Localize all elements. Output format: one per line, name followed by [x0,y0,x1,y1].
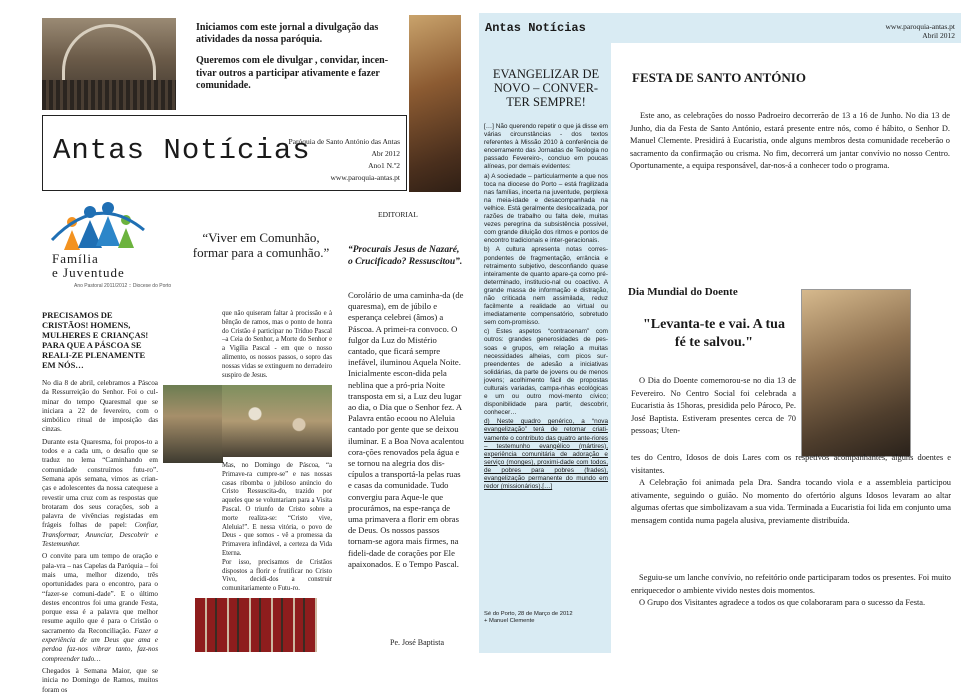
website: www.paroquia-antas.pt [330,173,400,182]
editorial-signature: Pe. José Baptista [390,638,444,647]
article-paragraph: Mas, no Domingo de Páscoa, “a Primave-ra cumpre-se” e nas nossas casas ribomba o jubiloso anúncio do Cristo Ressuscita-do, trazido por aqueles que se voluntariam para a Visita Pascal. O triunfo de Cristo sobre a morte realiza-se: “Cristo vive, Aleluia!”. E nessa vitória, o povo de Deus - que somos - vê a promessa da Primavera infindável, a certeza da Vida Eterna. [222,462,332,557]
article-paragraph: No dia 8 de abril, celebramos a Páscoa da Ressurreição do Senhor. Foi o cul-minar do tempo Quaresmal que se iniciara a 22 de fevereiro, com o simbólico ritual de imposição das cinzas. [42,379,158,434]
procession-photo [163,385,223,463]
signature-name: + Manuel Clemente [484,618,535,624]
dia-doente-quote: "Levanta-te e vai. A tua fé te salvou." [643,317,785,350]
article-paragraph: Por isso, precisamos de Cristãos dispostos a florir e frutificar no Cristo Vivo, decidi-dos a construir comunitariamente o Futu-ro. [222,558,332,593]
dia-doente-title: Dia Mundial do Doente [628,286,738,298]
logo-line-2: e Juventude [52,265,125,280]
editorial-text: Corolário de uma caminha-da (de quaresma), em de júbilo e esperança celebrei (âmos) a Páscoa. A primei-ra convoco. O fulgor da Luz do Mistério cantado, que ficará sempre inefável, iluminou Aquela Noite. Inicialmente escon-dida pela neblina que a pró-pria Noite transposta em si, a Luz deu lugar ao dia, o Dia que o Senhor fez. A Palavra então ecoou no Aleluia cantado por gente que se deixou iluminar. E a Boa Nova acalentou cora-ções renovados pela água e se tornou na alegria dos dis-cípulos a transportá-la pelas ruas e casas da comunidade. Tudo convergiu para Aque-le que procurámos, na espe-rança de uma primavera a florir em obras de Deus. Os nossos passos tornam-se agora mais firmes, na fideli-dade de corações por Ele apaixonados. E o Tempo Pascal. [348,290,464,569]
logo-wordmark [52,252,125,280]
header-meta [886,22,956,40]
intro-text [196,22,396,92]
dia-doente-body [631,452,951,528]
evangelizar-signature [484,611,608,625]
evangelizar-paragraph: […] Não querendo repetir o que já disse em várias circunstâncias - dos textos referentes à Missão 2010 à conferência de encerramento das Jornadas de Teologia no passado Fevereiro-, concluo em poucas alíneas, por demais evidentes: [484,123,608,171]
evangelizar-paragraph: a) A sociedade – particularmente a que nos toca na diocese do Porto – está fragilizada nas famílias, incerta na juventude, perplexa na meia-idade e desacompanhada na velhice. Está geralmente deslocalizada, por razões de trabalho ou falta dele, muitas vezes peregrina da subsistência possível, com grande diluição dos ritmos e pontos de encontro tradicionais e inter-geracionais. [484,172,608,245]
masthead-meta [289,136,400,184]
dia-doente-paragraph: Seguiu-se um lanche convívio, no refeitório onde participaram todos os presentes. Foi muito enriquecedor o ambiente vivido nestes dois momentos. [631,573,951,595]
evangelizar-paragraph: b) A cultura apresenta notas corres-pondentes de fragmentação, errância e retraimento subjetivo, desconfiando quase inteiramente de quanto apare-ça como pré-determinado, institucio-nal ou coactivo. A grande massa de informação e distração, não criticada nem assimilada, reduz facilmente a realidade ao virtual ou imediatamente compensatório, sobretudo sem com-promisso. [484,246,608,327]
right-page [479,13,961,653]
evangelizar-paragraph: d) Neste quadro genérico, a “nova evangelização” terá de retomar criati-vamente o contributo das quatro ante-riores – testemunho evangélico (mártires), experiência comunitária de adoração e serviço (monges), proximi-dade com todos, de pobres para pobres (frades), evangelização permanente do mundo em redor (missionários).[…] [484,418,608,491]
family-figures-icon [52,202,144,250]
saint-painting-photo [409,15,461,192]
church-interior-photo [42,18,176,110]
editorial-label: EDITORIAL [378,210,418,219]
masthead-title: Antas Notícias [53,134,311,167]
logo-line-1: Família [52,251,99,266]
easter-quote: “Procurais Jesus de Nazaré, o Crucificado? Ressuscitou”. [348,245,463,267]
parish-name: Paróquia de Santo António das Antas [288,137,400,146]
header-title: Antas Notícias [485,21,586,35]
santo-antonio-title: FESTA DE SANTO ANTÓNIO [632,70,806,85]
issue-date: Abr 2012 [371,149,400,158]
article-column-1 [42,310,158,698]
evangelizar-paragraph: c) Estes aspetos “contracenam” com outros: grandes generosidades de pes-soas e grupos, em relação a muitas necessidades alheias, com picos sur-preendentes de adesão a iniciativas solidárias, da parte de jovens ou de menos jovens; acolhimento fácil de propostas culturais variadas, campa-nhas ecológicas e um ou outro movi-mento cívico; disponibilidade para partir, descobrir, conhecer… [484,328,608,417]
page-header [479,13,961,43]
logo-subtitle: Ano Pastoral 2011/2012 :: Diocese do Porto [74,283,172,289]
jesus-healing-painting [801,289,911,457]
article-paragraph: Durante esta Quaresma, foi propos-to a todos e a cada um, o desafio que se traduz no lema “Caminhando em comunidade construímos futu-ro”. Semana após semana, vimos as crian-ças e adolescentes da nossa catequese a revestir uma cruz com as respostas que brotaram dos seus corações, sob a palavra de vivências registadas em frágeis folhas de papel: Confiar, Transformar, Anunciar, Descobrir e Testemunhar. [42,437,159,549]
article-paragraph: Chegados à Semana Maior, que se inicia no Domingo de Ramos, muitos foram os [42,666,158,694]
article-paragraph: O convite para um tempo de oração e pala-vra – nas Capelas da Paróquia – foi mais uma, melhor dizendo, três oportunidades para o encontro, para o “fazer-se comuni-dade”. E o último destes encontros foi uma grande Festa, porque essa é a palavra que melhor resume aquilo que é para o Cristão o sacramento da Reconciliação. Fazer a experiência de um Deus que ama e perdoa faz-nos vibrar tanto, faz-nos compreender tudo… [42,552,158,663]
evangelizar-title: EVANGELIZAR DE NOVO – CONVER-TER SEMPRE! [492,67,600,109]
evangelizar-body [484,123,608,492]
article-column-2-top: que não quiseram faltar à procissão e à bênção de ramos, mas o ponto de honra do Cristão é participar no Tríduo Pascal –a Ceia do Senhor, a Morte do Senhor e a Vigília Pascal - em que o nosso alimento, os nossos passos, o sopro das nossas vidas se extinguem no derradeiro suspiro de Jesus. [222,310,332,379]
article-column-2-bottom [222,462,332,594]
issue-number: Ano1 N.º2 [368,161,400,170]
dia-doente-paragraph: tes do Centro, Idosos de dois Lares com os respetivos acompanhantes, alguns doentes e visitantes. [631,453,951,475]
dia-doente-closing [631,572,951,610]
intro-paragraph-1: Iniciamos com este jornal a divulgação das atividades da nossa paróquia. [196,22,379,46]
palm-sunday-photo [222,385,332,457]
signature-place-date: Sé do Porto, 28 de Março de 2012 [484,611,573,617]
header-date: Abril 2012 [922,31,955,40]
intro-paragraph-2: Queremos com ele divulgar , convidar, incen-tivar outros a participar ativamente e fazer comunidade. [196,55,389,91]
editorial-quote: “Viver em Comunhão, formar para a comunhão.” [192,230,330,260]
choir-photo [195,598,317,652]
dia-doente-paragraph: O Grupo dos Visitantes agradece a todos os que colaboraram para o sucesso da Festa. [639,598,926,608]
header-website: www.paroquia-antas.pt [885,22,955,31]
santo-antonio-body: Este ano, as celebrações do nosso Padroeiro decorrerão de 13 a 16 de Junho. No dia 13 de Junho, dia da Festa de Santo António, estará presente entre nós, como é hábito, o Senhor D. Manuel Clemente. Presidirá à Eucaristia, onde alguns membros desta comunidade receberão o sacramento da confirmação ou crisma. No fim, decorrerá um jantar convívio no nosso Centro. Oportunamente, a equipa responsável, dar-nos-á a conhecer todo o programa. [630,111,950,171]
article-heading: PRECISAMOS DE CRISTÃOS! HOMENS, MULHERES E CRIANÇAS! PARA QUE A PÁSCOA SE REALI-ZE PLENAMENTE EM NÓS… [42,310,149,370]
masthead-box [42,115,407,191]
dia-doente-paragraph-1: O Dia do Doente comemorou-se no dia 13 de Fevereiro. No Centro Social foi celebrada a Eucaristia às 15horas, presidida pelo Pároco, Pe. José Baptista. Estiveram presentes cerca de 70 pessoas; Uten- [631,376,796,436]
dia-doente-paragraph: A Celebração foi animada pela Dra. Sandra tocando viola e a assembleia participou ativamente, seguindo o guião. No momento do ofertório alguns Idosos levaram ao altar algumas ofertas que simbolizavam a sua vida. Terminada a Eucaristia foi lida em conjunto uma mensagem contida numa pagela alusiva, previamente distribuída. [631,478,951,525]
